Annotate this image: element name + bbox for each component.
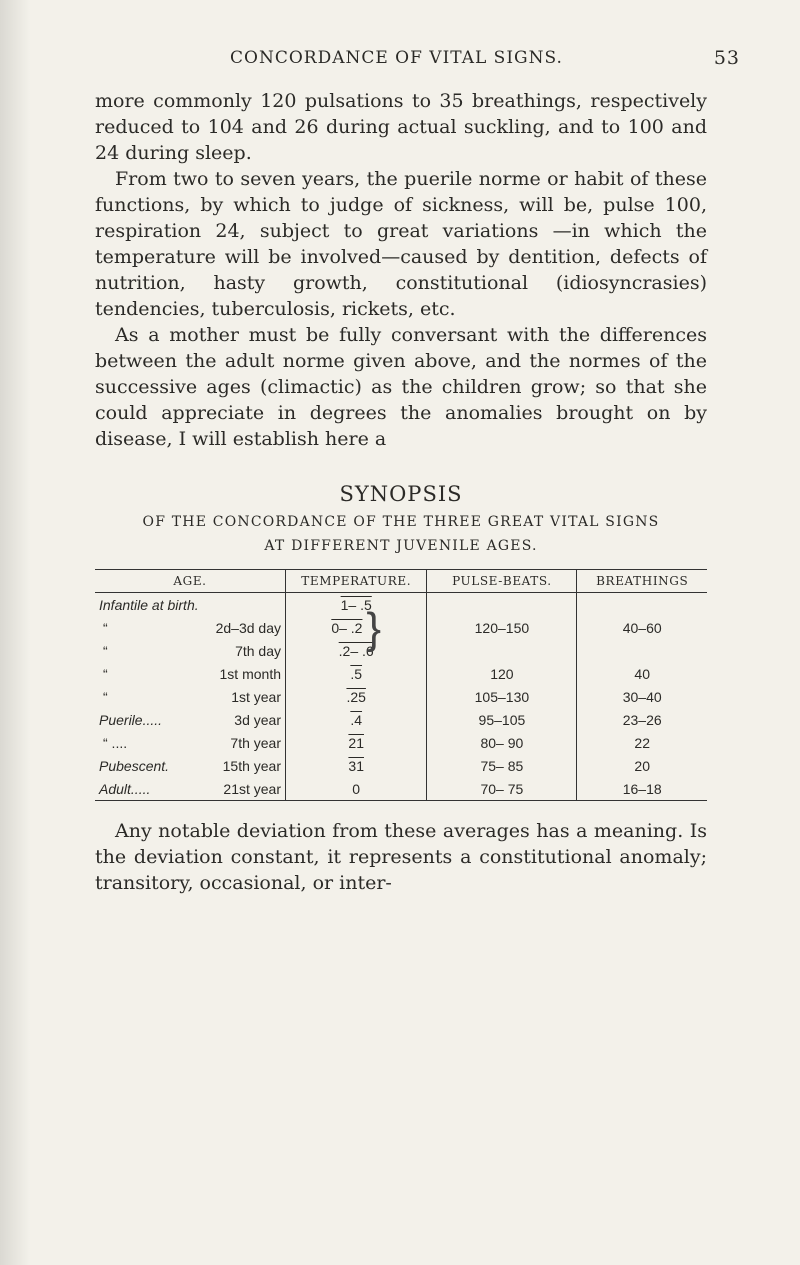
header-age: AGE. xyxy=(95,570,286,593)
table-row xyxy=(95,777,707,800)
temperature-value: .2– .6 xyxy=(338,642,374,659)
table-row xyxy=(95,754,707,777)
paragraph: From two to seven years, the puerile norme or habit of these functions, by which to judge of sickness, will be, pulse 100, respiration 24, subject to great variations —in which the temperature will be involved—caused by dentition, defects of nutrition, hasty growth, constitutional (idiosyncrasies) tendencies, tuberculosis, rickets, etc. xyxy=(95,168,707,320)
synopsis-title: SYNOPSIS xyxy=(339,482,463,506)
temperature-value: .5 xyxy=(350,665,363,682)
breathings-value: 22 xyxy=(634,734,650,751)
age-label: Infantile at birth. xyxy=(99,596,199,613)
age-label: Adult..... xyxy=(99,780,151,797)
table-header-row xyxy=(95,570,707,593)
table-row xyxy=(95,731,707,754)
page-edge-shadow xyxy=(0,0,30,1265)
age-value: 1st year xyxy=(231,688,281,705)
age-label: Pubescent. xyxy=(99,757,170,774)
table-row xyxy=(95,593,707,617)
age-value: 21st year xyxy=(223,780,281,797)
header-temperature: TEMPERATURE. xyxy=(286,570,427,593)
running-head-title: CONCORDANCE OF VITAL SIGNS. xyxy=(230,48,563,68)
pulse-value: 120 xyxy=(490,665,514,682)
age-label: Puerile..... xyxy=(99,711,163,728)
temperature-value: 21 xyxy=(348,734,364,751)
body-text-bottom xyxy=(95,818,707,896)
paragraph: more commonly 120 pulsations to 35 breathings, respectively reduced to 104 and 26 during actual suckling, and to 100 and 24 during sleep. xyxy=(95,90,707,164)
temperature-value: 0 xyxy=(352,780,361,797)
ditto-mark: “ xyxy=(103,665,108,682)
breathings-value: 40 xyxy=(634,665,650,682)
pulse-value: 80– 90 xyxy=(480,734,524,751)
header-breathings: BREATHINGS xyxy=(577,570,707,593)
header-pulse-beats: PULSE-BEATS. xyxy=(427,570,577,593)
pulse-value: 105–130 xyxy=(474,688,530,705)
pulse-value: 70– 75 xyxy=(480,780,524,797)
age-value: 2d–3d day xyxy=(215,619,281,636)
table-bottom-rule xyxy=(95,800,707,801)
breathings-value: 30–40 xyxy=(622,688,662,705)
breathings-value: 16–18 xyxy=(622,780,662,797)
table-row xyxy=(95,708,707,731)
table-row xyxy=(95,685,707,708)
temperature-value: 1– .5 xyxy=(340,596,372,613)
pulse-value: 75– 85 xyxy=(480,757,524,774)
ditto-mark: “ xyxy=(103,619,108,636)
breathings-value: 23–26 xyxy=(622,711,662,728)
breathings-value: 20 xyxy=(634,757,650,774)
pulse-value: 120–150 xyxy=(474,619,530,636)
ditto-mark: “ xyxy=(103,642,108,659)
vital-signs-table xyxy=(95,569,707,801)
ditto-mark: “ xyxy=(103,688,108,705)
pulse-value: 95–105 xyxy=(478,711,526,728)
age-value: 15th year xyxy=(222,757,281,774)
temperature-value: .4 xyxy=(350,711,363,728)
synopsis-subtitle-line1: OF THE CONCORDANCE OF THE THREE GREAT VITAL SIGNS xyxy=(142,514,660,530)
age-value: 1st month xyxy=(219,665,281,682)
ditto-mark: “ .... xyxy=(103,734,128,751)
synopsis-subtitle-line2: AT DIFFERENT JUVENILE AGES. xyxy=(264,538,538,554)
temperature-value: 0– .2 xyxy=(331,620,363,636)
breathings-value: 40–60 xyxy=(622,619,662,636)
table-row xyxy=(95,662,707,685)
temperature-value: .25 xyxy=(346,688,366,705)
paragraph: As a mother must be fully conversant with the differences between the adult norme given above, and the normes of the successive ages (climactic) as the children grow; so that she could appreciate in degrees the anomalies brought on by disease, I will establish here a xyxy=(95,324,707,450)
age-value: 7th day xyxy=(235,642,281,659)
paragraph: Any notable deviation from these averages has a meaning. Is the deviation constant, it represents a constitutional anomaly; transitory, occasional, or inter- xyxy=(95,820,707,894)
age-value: 3d year xyxy=(234,711,281,728)
page-number: 53 xyxy=(713,47,740,69)
brace-glyph: } xyxy=(366,604,382,653)
age-value: 7th year xyxy=(230,734,281,751)
body-text-top xyxy=(95,88,707,452)
temperature-value: 31 xyxy=(348,757,364,774)
